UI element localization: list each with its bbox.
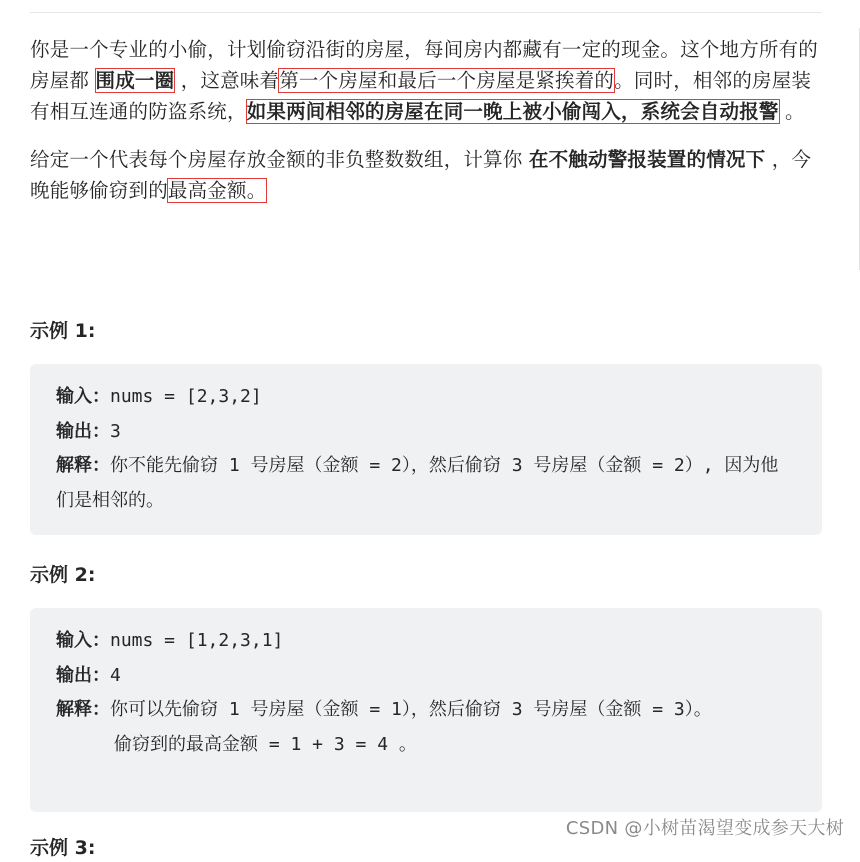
input-value: nums = [2,3,2]: [110, 386, 262, 407]
description-text: ，今晚能够偷窃到的: [30, 148, 812, 202]
emphasis-no-alarm: 在不触动警报装置的情况下: [528, 148, 766, 171]
example-2-box: [30, 608, 822, 812]
explain-text: 你不能先偷窃 1 号房屋（金额 = 2），然后偷窃 3 号房屋（金额 = 2）, 因为他们是相邻的。: [56, 455, 779, 511]
csdn-watermark: CSDN @小树苗渴望变成参天大树: [565, 818, 844, 839]
highlight-max-amount: 最高金额。: [167, 179, 267, 202]
explain-text: 你可以先偷窃 1 号房屋（金额 = 1），然后偷窃 3 号房屋（金额 = 3）。: [110, 699, 712, 720]
example-1-box: [30, 364, 822, 535]
example-1-input: [56, 380, 796, 415]
input-label: 输入：: [56, 630, 110, 651]
example-1-heading: 示例 1:: [30, 320, 96, 342]
problem-description: [30, 34, 822, 206]
input-label: 输入：: [56, 386, 110, 407]
description-paragraph-1: [30, 34, 822, 127]
example-1-explanation: [56, 449, 796, 518]
output-label: 输出：: [56, 420, 110, 442]
description-text: 。: [778, 100, 805, 123]
example-1-output: [56, 415, 796, 450]
input-value: nums = [1,2,3,1]: [110, 630, 284, 651]
explain-label: 解释：: [56, 699, 110, 720]
explain-label: 解释：: [56, 455, 110, 476]
output-value: 3: [110, 420, 121, 442]
description-text: 你是一个专业的小偷，计划偷窃沿街的房屋，每间房内都藏有一定的现金。这个地方所有的房屋都: [30, 38, 819, 92]
example-2-heading: 示例 2:: [30, 564, 96, 586]
output-label: 输出：: [56, 664, 110, 686]
example-3-heading: 示例 3:: [30, 837, 96, 859]
example-2-input: [56, 624, 796, 659]
example-2-output: [56, 659, 796, 694]
description-text: 给定一个代表每个房屋存放金额的非负整数数组，计算你: [30, 148, 529, 171]
example-2-explanation-continued: 偷窃到的最高金额 = 1 + 3 = 4 。: [114, 733, 417, 755]
highlight-first-last-adjacent: 第一个房屋和最后一个房屋是紧挨着的: [279, 69, 615, 92]
description-paragraph-2: [30, 144, 822, 206]
description-text: ，这意味着: [174, 69, 280, 92]
emphasis-alarm-rule: 如果两间相邻的房屋在同一晚上被小偷闯入，系统会自动报警: [246, 100, 779, 123]
example-2-explanation: [56, 693, 796, 728]
output-value: 4: [110, 664, 121, 686]
emphasis-circle: 围成一圈: [95, 69, 175, 92]
description-text: 。同时，相邻的房屋装有相互连通的防盗系统，: [30, 69, 812, 123]
top-divider: [30, 12, 822, 13]
